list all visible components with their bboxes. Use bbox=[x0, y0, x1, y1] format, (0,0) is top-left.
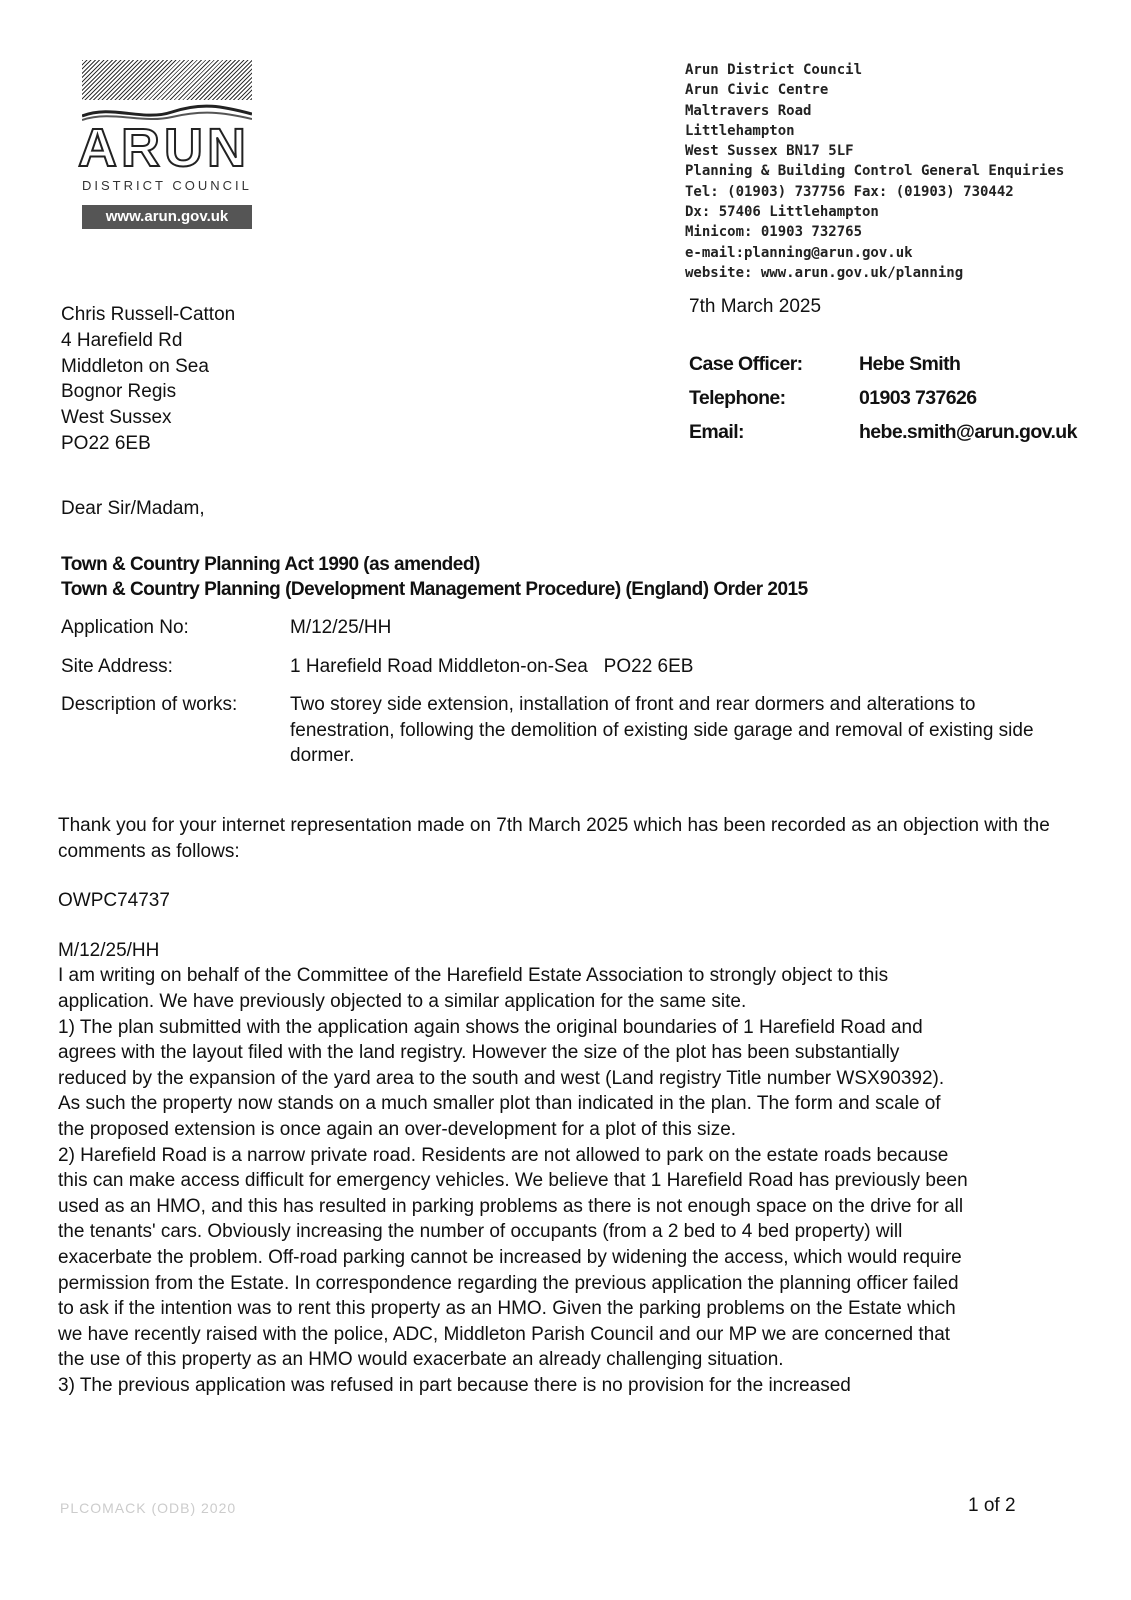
recipient-line: Bognor Regis bbox=[61, 381, 177, 403]
act-line: Town & Country Planning Act 1990 (as amended) bbox=[61, 554, 480, 575]
letter-body bbox=[58, 813, 1058, 1398]
logo-wordmark: ARUN bbox=[78, 118, 250, 178]
council-line: e-mail:planning@arun.gov.uk bbox=[685, 244, 913, 261]
case-officer-value: Hebe Smith bbox=[859, 353, 961, 375]
council-line: Dx: 57406 Littlehampton bbox=[685, 204, 879, 221]
description-label: Description of works: bbox=[61, 694, 238, 715]
letter-date: 7th March 2025 bbox=[689, 296, 822, 317]
council-line: Tel: (01903) 737756 Fax: (01903) 730442 bbox=[685, 183, 1014, 200]
application-details bbox=[61, 615, 1070, 769]
logo-url: www.arun.gov.uk bbox=[82, 205, 252, 229]
logo-hatch-band bbox=[82, 60, 252, 100]
application-no-label: Application No: bbox=[61, 617, 189, 638]
council-address bbox=[685, 60, 1064, 283]
reference-code: OWPC74737 bbox=[58, 890, 170, 912]
council-line: website: www.arun.gov.uk/planning bbox=[685, 264, 964, 281]
council-line: Arun Civic Centre bbox=[685, 82, 829, 99]
recipient-line: Chris Russell-Catton bbox=[61, 304, 236, 325]
objection-point-2: 2) Harefield Road is a narrow private road. Residents are not allowed to park on the estate roads because this can make access difficult for emergency vehicles. We believe that 1 Harefield Road has previously been used as an HMO, and this has resulted in parking problems as there is not enough space on the drive for all the tenants' cars. Obviously increasing the number of occupants (from a 2 bed to 4 bed property) will exacerbate the problem. Off-road parking cannot be increased by widening the access, which would require permission from the Estate. In correspondence regarding the previous application the planning officer failed to ask if the intention was to rent this property as an HMO. Given the parking problems on the Estate which we have recently raised with the police, ADC, Middleton Parish Council and our MP we are concerned that the use of this property as an HMO would exacerbate an already challenging situation. bbox=[58, 1144, 968, 1371]
application-no-value: M/12/25/HH bbox=[290, 617, 392, 638]
council-line: Littlehampton bbox=[685, 122, 795, 139]
council-line: West Sussex BN17 5LF bbox=[685, 143, 854, 160]
council-line: Arun District Council bbox=[685, 62, 863, 78]
site-address-label: Site Address: bbox=[61, 655, 173, 677]
recipient-line: 4 Harefield Rd bbox=[61, 329, 183, 351]
logo-subtitle: DISTRICT COUNCIL bbox=[82, 178, 252, 193]
intro-paragraph: Thank you for your internet representation made on 7th March 2025 which has been recorded as an objection with the comments as follows: bbox=[58, 815, 1050, 862]
act-line: Town & Country Planning (Development Management Procedure) (England) Order 2015 bbox=[61, 579, 808, 600]
acts-heading bbox=[61, 552, 808, 602]
description-value: Two storey side extension, installation of front and rear dormers and alterations to fenestration, following the demolition of existing side garage and removal of existing side dormer. bbox=[290, 694, 1034, 766]
case-officer-label: Case Officer: bbox=[689, 353, 803, 375]
salutation: Dear Sir/Madam, bbox=[61, 498, 205, 519]
recipient-line: West Sussex bbox=[61, 407, 172, 429]
footer-code: PLCOMACK (ODB) 2020 bbox=[60, 1500, 237, 1516]
site-address-value: 1 Harefield Road Middleton-on-Sea PO22 6EB bbox=[290, 655, 694, 677]
email-label: Email: bbox=[689, 421, 744, 443]
telephone-label: Telephone: bbox=[689, 387, 786, 409]
email-value: hebe.smith@arun.gov.uk bbox=[859, 421, 1077, 443]
telephone-value: 01903 737626 bbox=[859, 387, 977, 409]
objection-point-3: 3) The previous application was refused in part because there is no provision for the increased bbox=[58, 1374, 851, 1396]
council-line: Maltravers Road bbox=[685, 102, 812, 119]
objection-point-1: 1) The plan submitted with the application again shows the original boundaries of 1 Harefield Road and agrees with the layout filed with the land registry. However the size of the plot has been substantially reduced by the expansion of the yard area to the south and west (Land registry Title number WSX90392). As such the property now stands on a much smaller plot than indicated in the plan. The form and scale of the proposed extension is once again an over-development for a plot of this size. bbox=[58, 1016, 945, 1140]
recipient-line: Middleton on Sea bbox=[61, 355, 209, 377]
council-line: Planning & Building Control General Enquiries bbox=[685, 163, 1065, 180]
objection-paragraph: I am writing on behalf of the Committee of the Harefield Estate Association to strongly object to this application. We have previously objected to a similar application for the same site. bbox=[58, 965, 889, 1012]
application-reference: M/12/25/HH bbox=[58, 939, 160, 961]
page-number: 1 of 2 bbox=[968, 1495, 1016, 1516]
recipient-line: PO22 6EB bbox=[61, 432, 151, 454]
recipient-address bbox=[61, 302, 235, 457]
officer-details bbox=[689, 353, 1077, 455]
council-line: Minicom: 01903 732765 bbox=[685, 224, 863, 241]
